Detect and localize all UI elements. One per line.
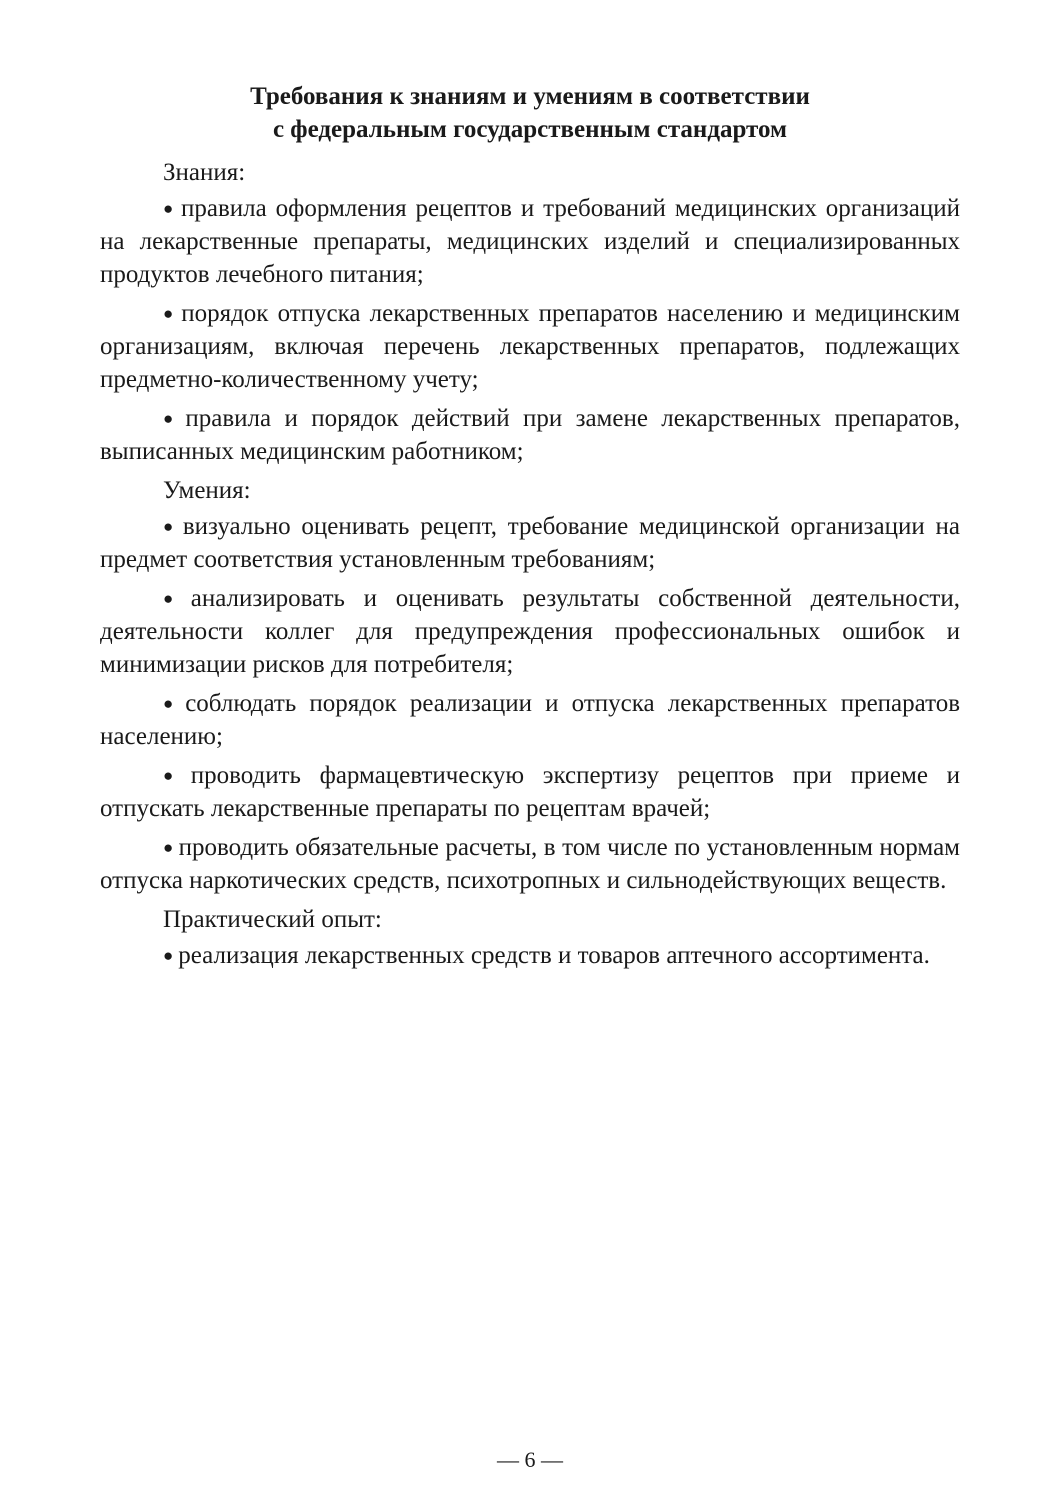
bullet-icon: ●	[163, 517, 178, 536]
title-line-2: с федеральным государственным стандартом	[272, 116, 788, 143]
bullet-icon: ●	[163, 199, 176, 218]
list-item	[100, 297, 960, 396]
bullet-icon: ●	[163, 766, 186, 785]
list-item-text: правила и порядок действий при замене лекарственных препаратов, выписанных медицинским работником;	[100, 405, 960, 465]
bullet-icon: ●	[163, 589, 186, 608]
list-item-text: правила оформления рецептов и требований медицинских организаций на лекарственные препараты, медицинских изделий и специализированных продуктов лечебного питания;	[100, 195, 960, 288]
list-item-text: проводить обязательные расчеты, в том числе по установленным нормам отпуска наркотических средств, психотропных и сильнодействующих веществ.	[100, 834, 960, 894]
section-heading-knowledge: Знания:	[163, 159, 246, 186]
page-number: — 6 —	[497, 1447, 563, 1472]
list-item-text: проводить фармацевтическую экспертизу рецептов при приеме и отпускать лекарственные препараты по рецептам врачей;	[100, 762, 960, 822]
list-item	[100, 402, 960, 468]
page-title	[100, 80, 960, 146]
list-item-text: порядок отпуска лекарственных препаратов населению и медицинским организациям, включая перечень лекарственных препаратов, подлежащих предметно-количественному учету;	[100, 300, 960, 393]
list-item-text: реализация лекарственных средств и товаров аптечного ассортимента.	[178, 942, 930, 969]
list-item	[100, 831, 960, 897]
bullet-icon: ●	[163, 946, 174, 965]
title-line-1: Требования к знаниям и умениям в соответствии	[250, 83, 810, 110]
list-item	[100, 687, 960, 753]
bullet-icon: ●	[163, 409, 181, 428]
section-heading-practice: Практический опыт:	[163, 906, 382, 933]
bullet-icon: ●	[163, 304, 177, 323]
list-item	[100, 759, 960, 825]
document-body	[100, 156, 960, 978]
section-heading-skills: Умения:	[163, 477, 251, 504]
list-item	[100, 939, 960, 972]
list-item-text: анализировать и оценивать результаты собственной деятельности, деятельности коллег для предупреждения профессиональных ошибок и минимизации рисков для потребителя;	[100, 585, 960, 678]
bullet-icon: ●	[163, 838, 174, 857]
list-item-text: соблюдать порядок реализации и отпуска лекарственных препаратов населению;	[100, 690, 960, 750]
bullet-icon: ●	[163, 694, 181, 713]
list-item	[100, 192, 960, 291]
list-item	[100, 510, 960, 576]
list-item	[100, 582, 960, 681]
list-item-text: визуально оценивать рецепт, требование медицинской организации на предмет соответствия установленным требованиям;	[100, 513, 960, 573]
